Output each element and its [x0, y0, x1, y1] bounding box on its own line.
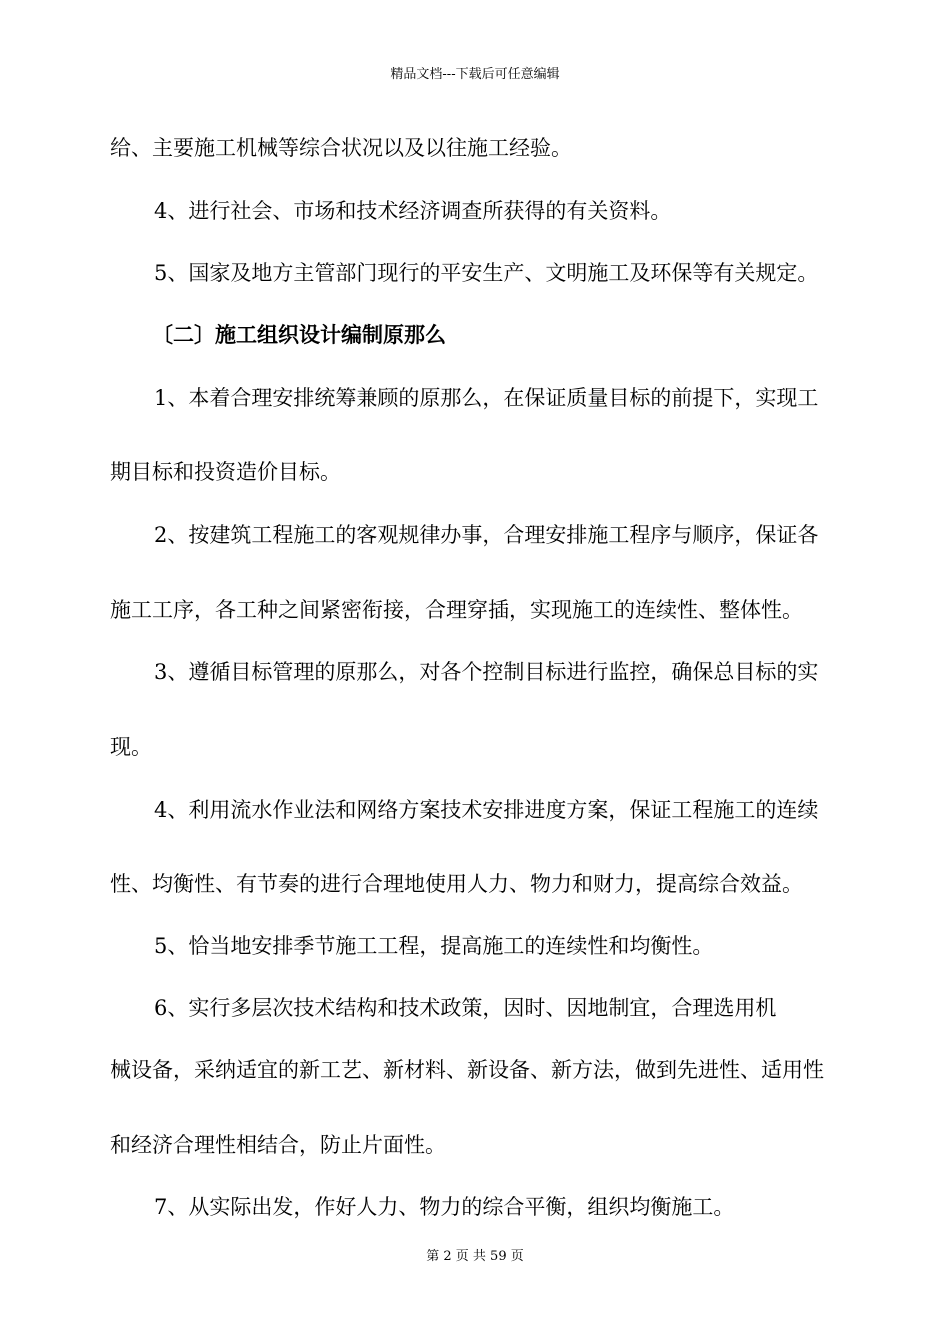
body-line: 给、主要施工机械等综合状况以及以往施工经验。 [110, 136, 572, 160]
body-line: 性、均衡性、有节奏的进行合理地使用人力、物力和财力，提高综合效益。 [110, 872, 803, 896]
body-line: 期目标和投资造价目标。 [110, 460, 341, 484]
list-item: 4、利用流水作业法和网络方案技术安排进度方案，保证工程施工的连续 [154, 798, 819, 822]
list-item: 7、从实际出发，作好人力、物力的综合平衡，组织均衡施工。 [154, 1195, 735, 1219]
body-line: 和经济合理性相结合，防止片面性。 [110, 1133, 446, 1157]
page-footer: 第 2 页 共 59 页 [426, 1249, 524, 1264]
list-item: 4、进行社会、市场和技术经济调查所获得的有关资料。 [154, 199, 672, 223]
list-item: 2、按建筑工程施工的客观规律办事，合理安排施工程序与顺序，保证各 [154, 523, 819, 547]
body-line: 施工工序，各工种之间紧密衔接，合理穿插，实现施工的连续性、整体性。 [110, 598, 803, 622]
list-item: 3、遵循目标管理的原那么，对各个控制目标进行监控，确保总目标的实 [154, 660, 819, 684]
section-heading: 〔二〕施工组织设计编制原那么 [152, 322, 446, 347]
list-item: 5、恰当地安排季节施工工程，提高施工的连续性和均衡性。 [154, 934, 714, 958]
list-item: 5、国家及地方主管部门现行的平安生产、文明施工及环保等有关规定。 [154, 261, 819, 285]
list-item: 1、本着合理安排统筹兼顾的原那么，在保证质量目标的前提下，实现工 [154, 386, 819, 410]
body-line: 现。 [110, 735, 152, 759]
list-item: 6、实行多层次技术结构和技术政策，因时、因地制宜，合理选用机 [154, 996, 777, 1020]
page-header: 精品文档---下载后可任意编辑 [390, 67, 560, 82]
body-line: 械设备，采纳适宜的新工艺、新材料、新设备、新方法，做到先进性、适用性 [110, 1058, 824, 1082]
